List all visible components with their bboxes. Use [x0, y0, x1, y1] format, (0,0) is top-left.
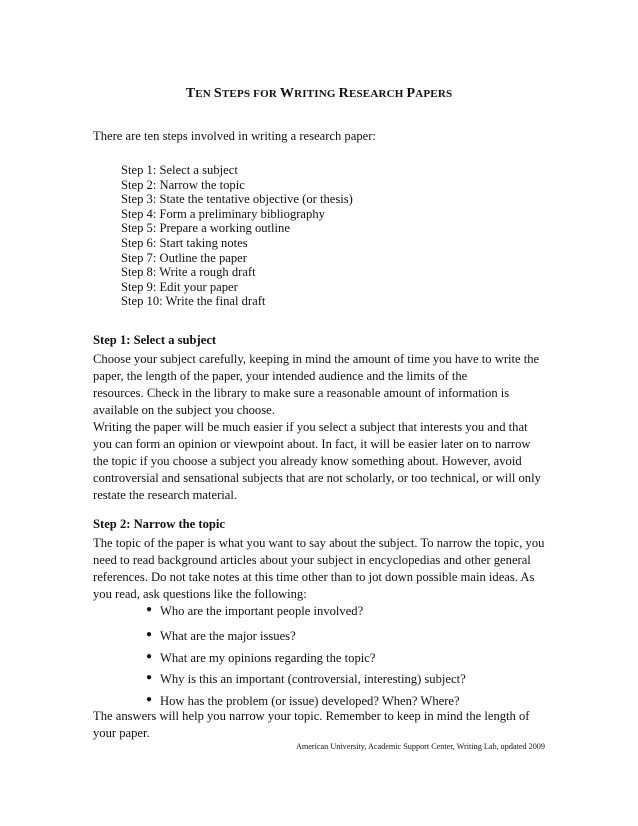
paragraph-line: available on the subject you choose. [93, 403, 275, 417]
step-item: Step 2: Narrow the topic [121, 177, 245, 192]
paragraph-line: the topic if you choose a subject you already know something about. However, avoid [93, 454, 522, 468]
paragraph-line: Choose your subject carefully, keeping in mind the amount of time you have to write the [93, 352, 540, 366]
title-part: P [406, 86, 416, 101]
paragraph-line: you can form an opinion or viewpoint about. In fact, it will be easier later on to narrow [93, 437, 531, 451]
step-item: Step 3: State the tentative objective (or thesis) [121, 192, 353, 207]
paragraph-line: controversial and sensational subjects that are not scholarly, or too technical, or will only [93, 471, 541, 485]
paragraph-line: The topic of the paper is what you want to say about the subject. To narrow the topic, you [93, 536, 545, 550]
intro-text: There are ten steps involved in writing a research paper: [93, 129, 376, 143]
title-part: R [338, 86, 349, 101]
page-footer: American University, Academic Support Center, Writing Lab, updated 2009 [296, 742, 545, 751]
list-item-text: Why is this an important (controversial, interesting) subject? [160, 672, 466, 686]
section-1-paragraph-2 [93, 419, 553, 504]
section-1-heading: Step 1: Select a subject [93, 333, 217, 347]
title-part: ESEARCH [348, 88, 407, 100]
paragraph-line: restate the research material. [93, 488, 238, 502]
step-item: Step 9: Edit your paper [121, 279, 238, 294]
list-item-text: How has the problem (or issue) developed? When? Where? [160, 694, 460, 708]
paragraph-line: you read, ask questions like the following: [93, 587, 307, 601]
title-part: APERS [415, 88, 453, 100]
section-2-paragraph-1 [93, 535, 553, 603]
title-part: TEPS FOR [221, 88, 280, 100]
paragraph-line: need to read background articles about your subject in encyclopedias and other general [93, 553, 531, 567]
step-item: Step 6: Start taking notes [121, 235, 248, 250]
step-item: Step 7: Outline the paper [121, 250, 247, 265]
title-part: W [279, 86, 295, 101]
title-part: T [185, 86, 196, 101]
steps-list [121, 163, 353, 309]
step-item: Step 10: Write the final draft [121, 294, 266, 309]
section-2-paragraph-2 [93, 708, 553, 742]
step-item: Step 4: Form a preliminary bibliography [121, 206, 325, 221]
list-item-text: What are my opinions regarding the topic? [160, 651, 376, 665]
bullet-icon: ● [146, 629, 153, 640]
title-part: S [213, 86, 222, 101]
section-2-heading: Step 2: Narrow the topic [93, 517, 225, 531]
bullet-icon: ● [146, 672, 153, 683]
step-item: Step 8: Write a rough draft [121, 265, 256, 280]
step-item: Step 1: Select a subject [121, 163, 238, 177]
bullet-icon: ● [146, 604, 153, 615]
bullet-icon: ● [146, 694, 153, 705]
document-title [0, 86, 638, 102]
paragraph-line: Writing the paper will be much easier if you select a subject that interests you and that [93, 420, 528, 434]
list-item-text: Who are the important people involved? [160, 604, 364, 618]
bullet-icon: ● [146, 651, 153, 662]
paragraph-line: paper, the length of the paper, your intended audience and the limits of the [93, 369, 468, 383]
paragraph-line: references. Do not take notes at this time other than to jot down possible main ideas. As [93, 570, 535, 584]
paragraph-line: resources. Check in the library to make sure a reasonable amount of information is [93, 386, 510, 400]
list-item-text: What are the major issues? [160, 629, 296, 643]
section-1-paragraph-1 [93, 351, 553, 419]
step-item: Step 5: Prepare a working outline [121, 221, 290, 236]
paragraph-line: The answers will help you narrow your topic. Remember to keep in mind the length of [93, 709, 530, 723]
title-part: EN [195, 88, 214, 100]
paragraph-line: your paper. [93, 726, 150, 740]
title-part: RITING [294, 88, 339, 100]
